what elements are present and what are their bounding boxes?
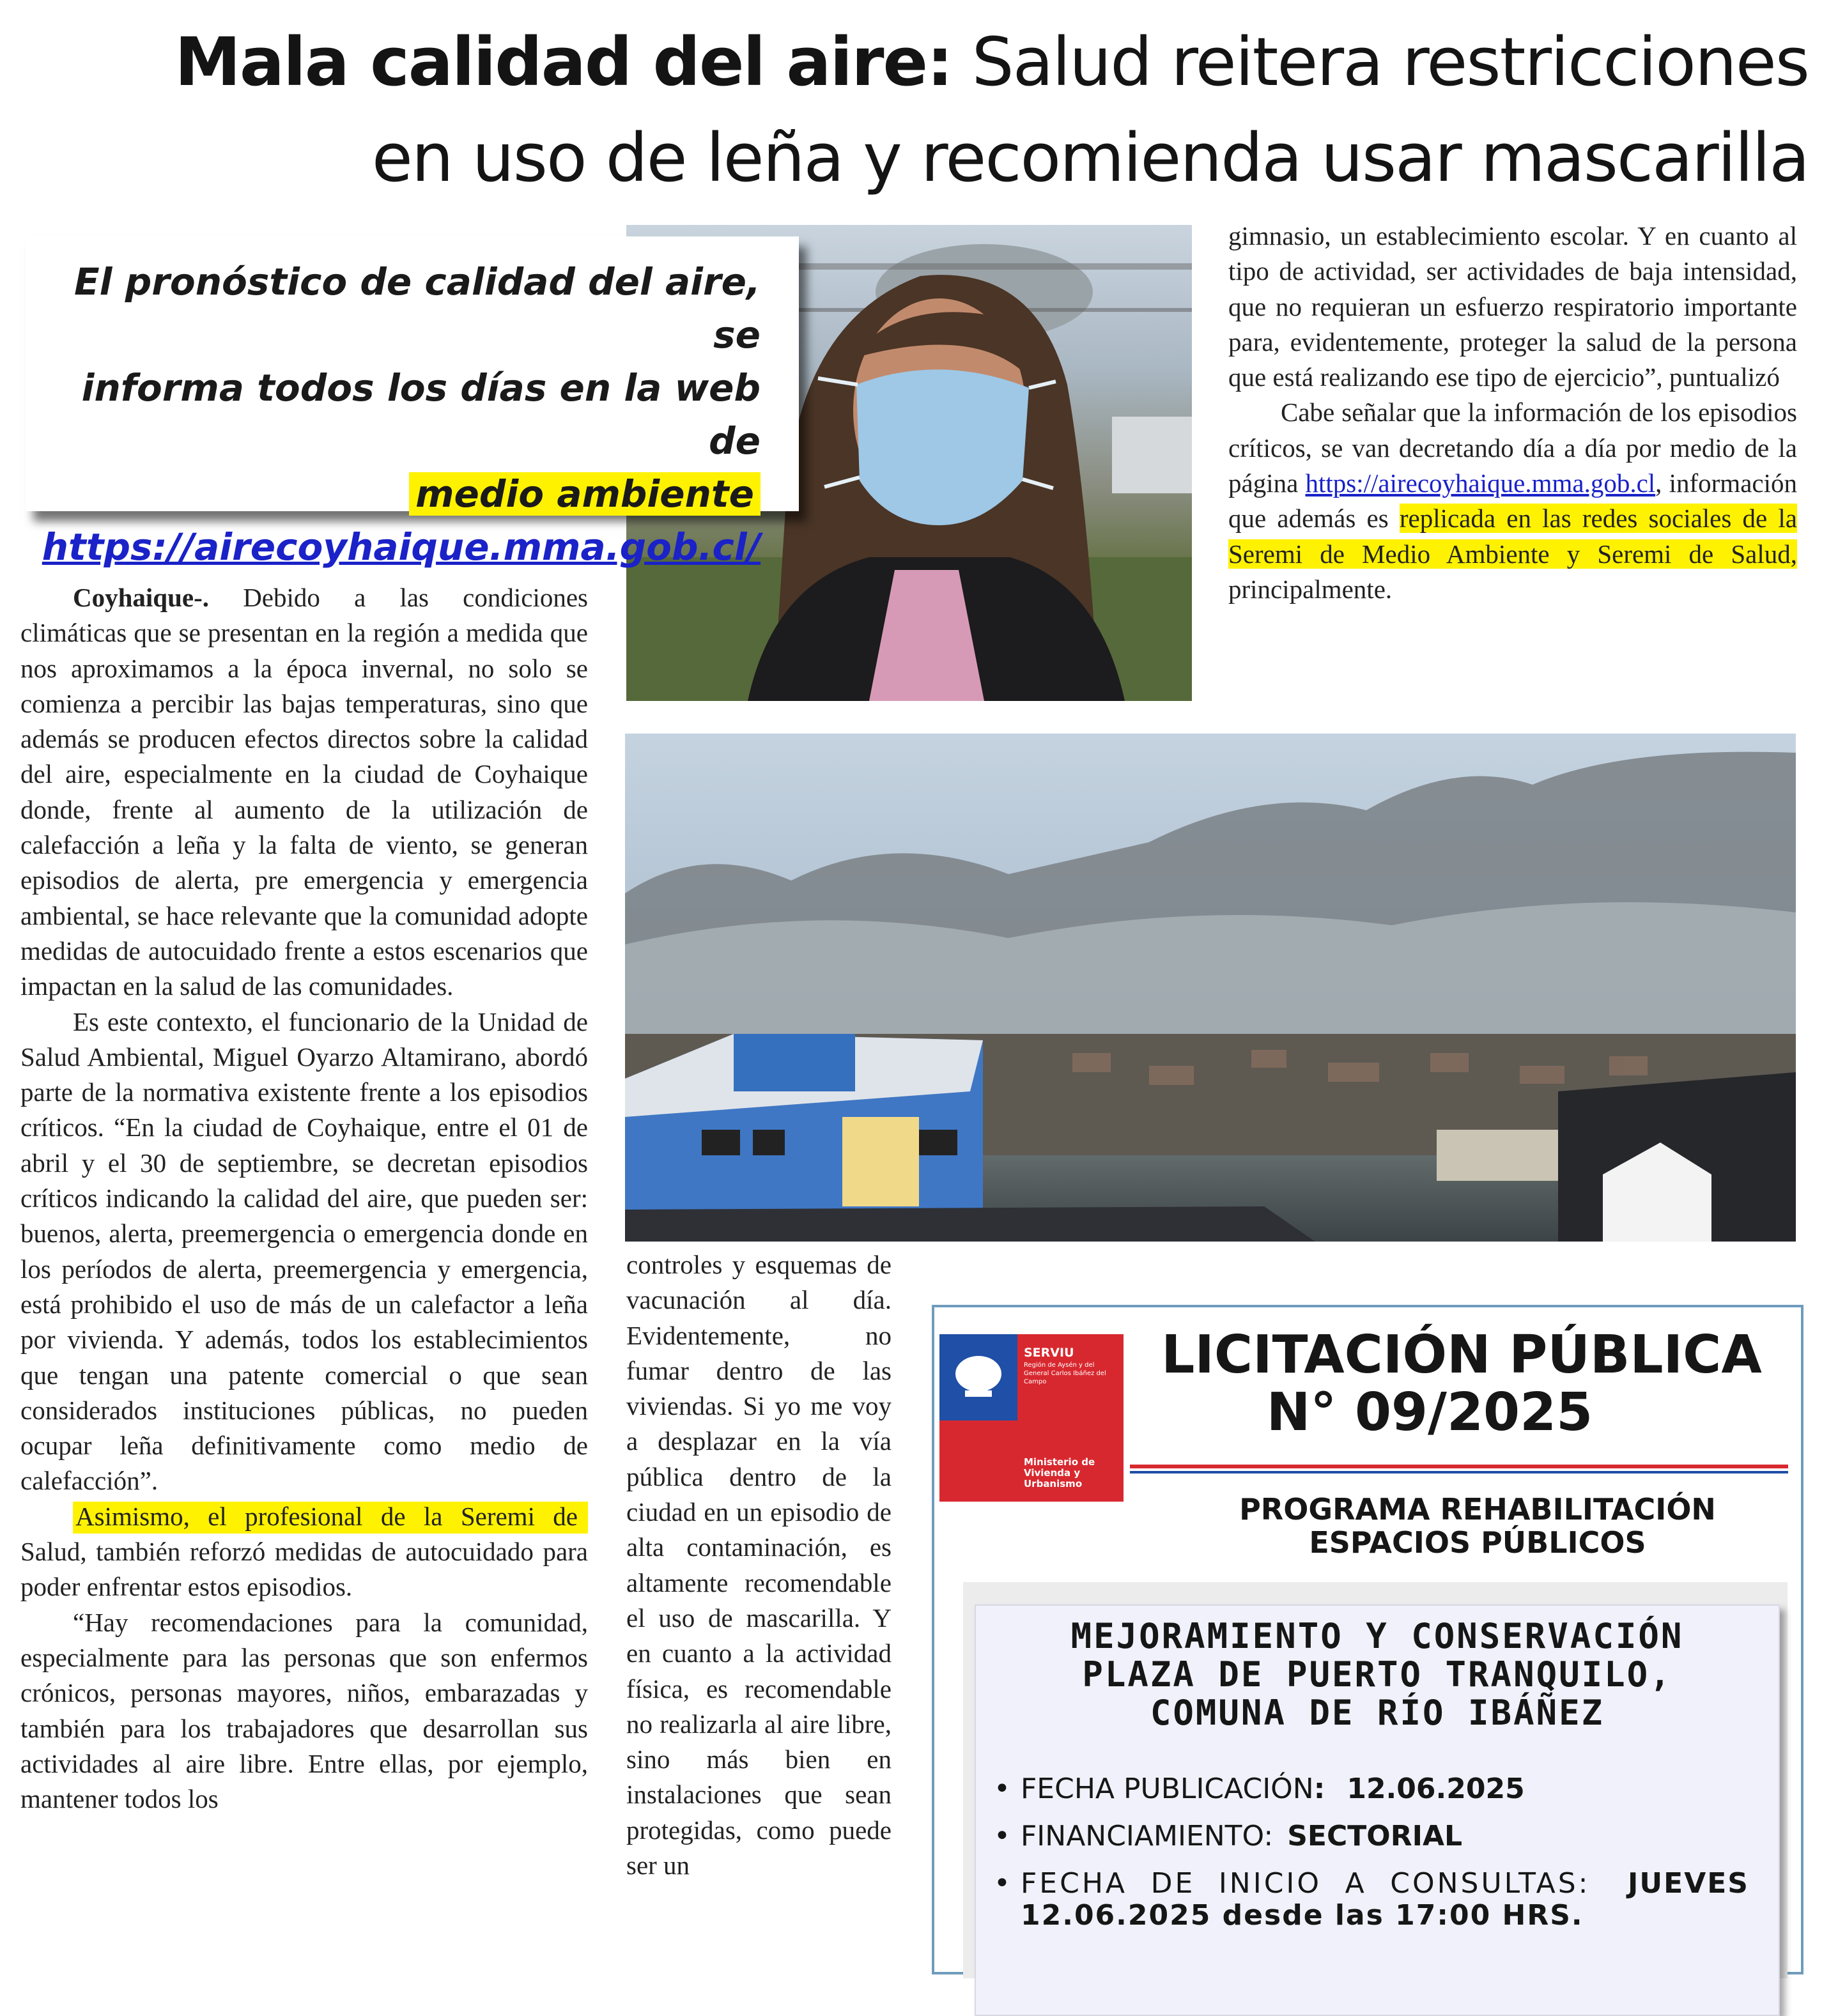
callout-line3	[26, 468, 761, 521]
article-highlight-1: Asimismo, el profesional de la Seremi de	[73, 1502, 588, 1534]
ad-item-value: 12.06.2025	[1347, 1773, 1525, 1805]
article-paragraph-7	[1228, 395, 1797, 607]
ad-details-list	[976, 1773, 1749, 1932]
ad-item-sep: :	[1313, 1773, 1325, 1805]
article-link[interactable]: https://airecoyhaique.mma.gob.cl	[1305, 468, 1656, 498]
article-paragraph-1-text: Debido a las condiciones climáticas que se presentan en la región a medida que nos aproximamos a la época invernal, no solo se comienza a percibir las bajas temperaturas, sino que además se producen efectos directos sobre la calidad del aire, especialmente en la ciudad de Coyhaique donde, frente al aumento de la utilización de calefacción a leña y la falta de viento, se generan episodios de alerta, pre emergencia y emergencia ambiental, se hace relevante que la comunidad adopte medidas de autocuidado frente a estos escenarios que impactan en la salud de las comunidades.	[20, 583, 588, 1001]
article-paragraph-7-mid: , información que además es	[1228, 468, 1797, 534]
ad-program-line2: ESPACIOS PÚBLICOS	[1309, 1525, 1646, 1560]
ad-divider-blue	[1130, 1471, 1788, 1474]
logo-org-sub: Región de Aysén y del General Carlos Ibáñez del Campo	[1024, 1362, 1106, 1385]
article-highlight-2: replicada en las redes sociales de la Seremi de Medio Ambiente y Seremi de Salud,	[1228, 504, 1797, 569]
bullet-icon: •	[994, 1867, 1010, 1900]
logo-org: SERVIU	[1024, 1346, 1074, 1360]
article-paragraph-1	[20, 580, 588, 1004]
ad-project-card	[975, 1604, 1780, 2016]
ad-item-label: FECHA PUBLICACIÓN	[1021, 1773, 1314, 1805]
ad-project-line3: COMUNA DE RÍO IBÁÑEZ	[1150, 1693, 1605, 1733]
ad-project-title	[976, 1617, 1779, 1732]
article-dateline: Coyhaique-.	[73, 583, 210, 612]
logo-red-block-2	[939, 1420, 1017, 1502]
ad-item-financing	[976, 1820, 1749, 1852]
callout-line1: El pronóstico de calidad del aire, se	[74, 260, 761, 357]
article-paragraph-4: “Hay recomendaciones para la comunidad, especialmente para las personas que son enfermos crónicos, personas mayores, niños, embarazadas y también para los trabajadores que desarrollan sus actividades al aire libre. Entre ellas, por ejemplo, mantener todos los	[20, 1607, 588, 1814]
article-paragraph-6: gimnasio, un establecimiento escolar. Y en cuanto al tipo de actividad, ser actividades de baja intensidad, que no requieran un esfuerzo respiratorio importante para, evidentemente, proteger la salud de la persona que está realizando ese tipo de ejercicio”, puntualizó	[1228, 221, 1797, 392]
callout-line4	[26, 521, 761, 574]
ad-project-line1: MEJORAMIENTO Y CONSERVACIÓN	[1070, 1616, 1684, 1656]
callout-text	[26, 256, 761, 574]
ad-title	[1126, 1327, 1797, 1442]
ad-item-label: FECHA DE INICIO A CONSULTAS	[1021, 1867, 1579, 1900]
bullet-icon: •	[994, 1820, 1010, 1852]
photo-city-illustration	[625, 734, 1796, 1242]
ad-title-line1: LICITACIÓN PÚBLICA	[1161, 1325, 1762, 1385]
ad-program-line1: PROGRAMA REHABILITACIÓN	[1239, 1492, 1716, 1527]
article-paragraph-3	[20, 1499, 588, 1605]
callout-line2: informa todos los días en la web de	[81, 366, 761, 463]
article-paragraph-3-text: Salud, también reforzó medidas de autocuidado para poder enfrentar estos episodios.	[20, 1537, 588, 1602]
ad-project-line2: PLAZA DE PUERTO TRANQUILO,	[1082, 1654, 1672, 1695]
callout-link[interactable]: https://airecoyhaique.mma.gob.cl/	[42, 525, 761, 569]
ad-item-consultations	[976, 1868, 1749, 1932]
article-paragraph-5: controles y esquemas de vacunación al día. Evidentemente, no fumar dentro de las viviendas. Si yo me voy a desplazar en la vía pública dentro de la ciudad en un episodio de alta contaminación, es altamente recomendable el uso de mascarilla. Y en cuanto a la actividad física, es recomendable no realizarla al aire libre, sino más bien en instalaciones que sean protegidas, como puede ser un	[626, 1250, 892, 1881]
ad-item-label: FINANCIAMIENTO	[1021, 1820, 1264, 1852]
article-column-1	[20, 580, 588, 1817]
ad-item-value: JUEVES 12.06.2025 desde las 17:00 HRS.	[1021, 1867, 1749, 1932]
headline-bold: Mala calidad del aire:	[174, 23, 952, 101]
headline-rest: Salud reitera restricciones	[952, 23, 1809, 101]
article-paragraph-7-end: principalmente.	[1228, 574, 1393, 604]
ad-item-publication	[976, 1773, 1749, 1805]
ad-item-value: SECTORIAL	[1287, 1820, 1463, 1852]
article-paragraph-7-start: Cabe señalar que la información de los episodios críticos, se van decretando día a día por medio de la página	[1228, 397, 1797, 498]
ad-divider-red	[1130, 1465, 1788, 1468]
callout-highlight: medio ambiente	[409, 472, 761, 516]
ad-program	[1209, 1493, 1746, 1559]
headline-line2: en uso de leña y recomienda usar mascarilla	[371, 119, 1809, 197]
coat-of-arms-icon	[939, 1334, 1017, 1420]
headline-line1	[64, 14, 1809, 110]
photo-city	[625, 734, 1796, 1242]
callout-box	[26, 236, 799, 569]
ad-item-sep: :	[1578, 1867, 1588, 1900]
article-column-3	[1228, 219, 1797, 607]
ad-item-sep: :	[1263, 1820, 1274, 1852]
headline	[64, 14, 1809, 206]
article-paragraph-2: Es este contexto, el funcionario de la Unidad de Salud Ambiental, Miguel Oyarzo Altamirano, abordó parte de la normativa existente frente a los episodios críticos. “En la ciudad de Coyhaique, entre el 01 de abril y el 30 de septiembre, se decretan episodios críticos indicando la calidad del aire, que pueden ser: buenos, alerta, preemergencia o emergencia donde en los períodos de alerta, preemergencia y emergencia, está prohibido el uso de más de un calefactor a leña por vivienda. Y además, todos los establecimientos que tengan una patente comercial o que sean considerados instituciones públicas, no pueden ocupar leña definitivamente como medio de calefacción”.	[20, 1006, 588, 1496]
logo-blue-block	[939, 1334, 1017, 1420]
bullet-icon: •	[994, 1773, 1010, 1805]
tender-ad	[932, 1305, 1803, 1974]
ad-title-line2: N° 09/2025	[1266, 1382, 1593, 1443]
logo-ministry: Ministerio de Vivienda y Urbanismo	[1024, 1456, 1095, 1489]
article-column-2	[626, 1247, 892, 1883]
